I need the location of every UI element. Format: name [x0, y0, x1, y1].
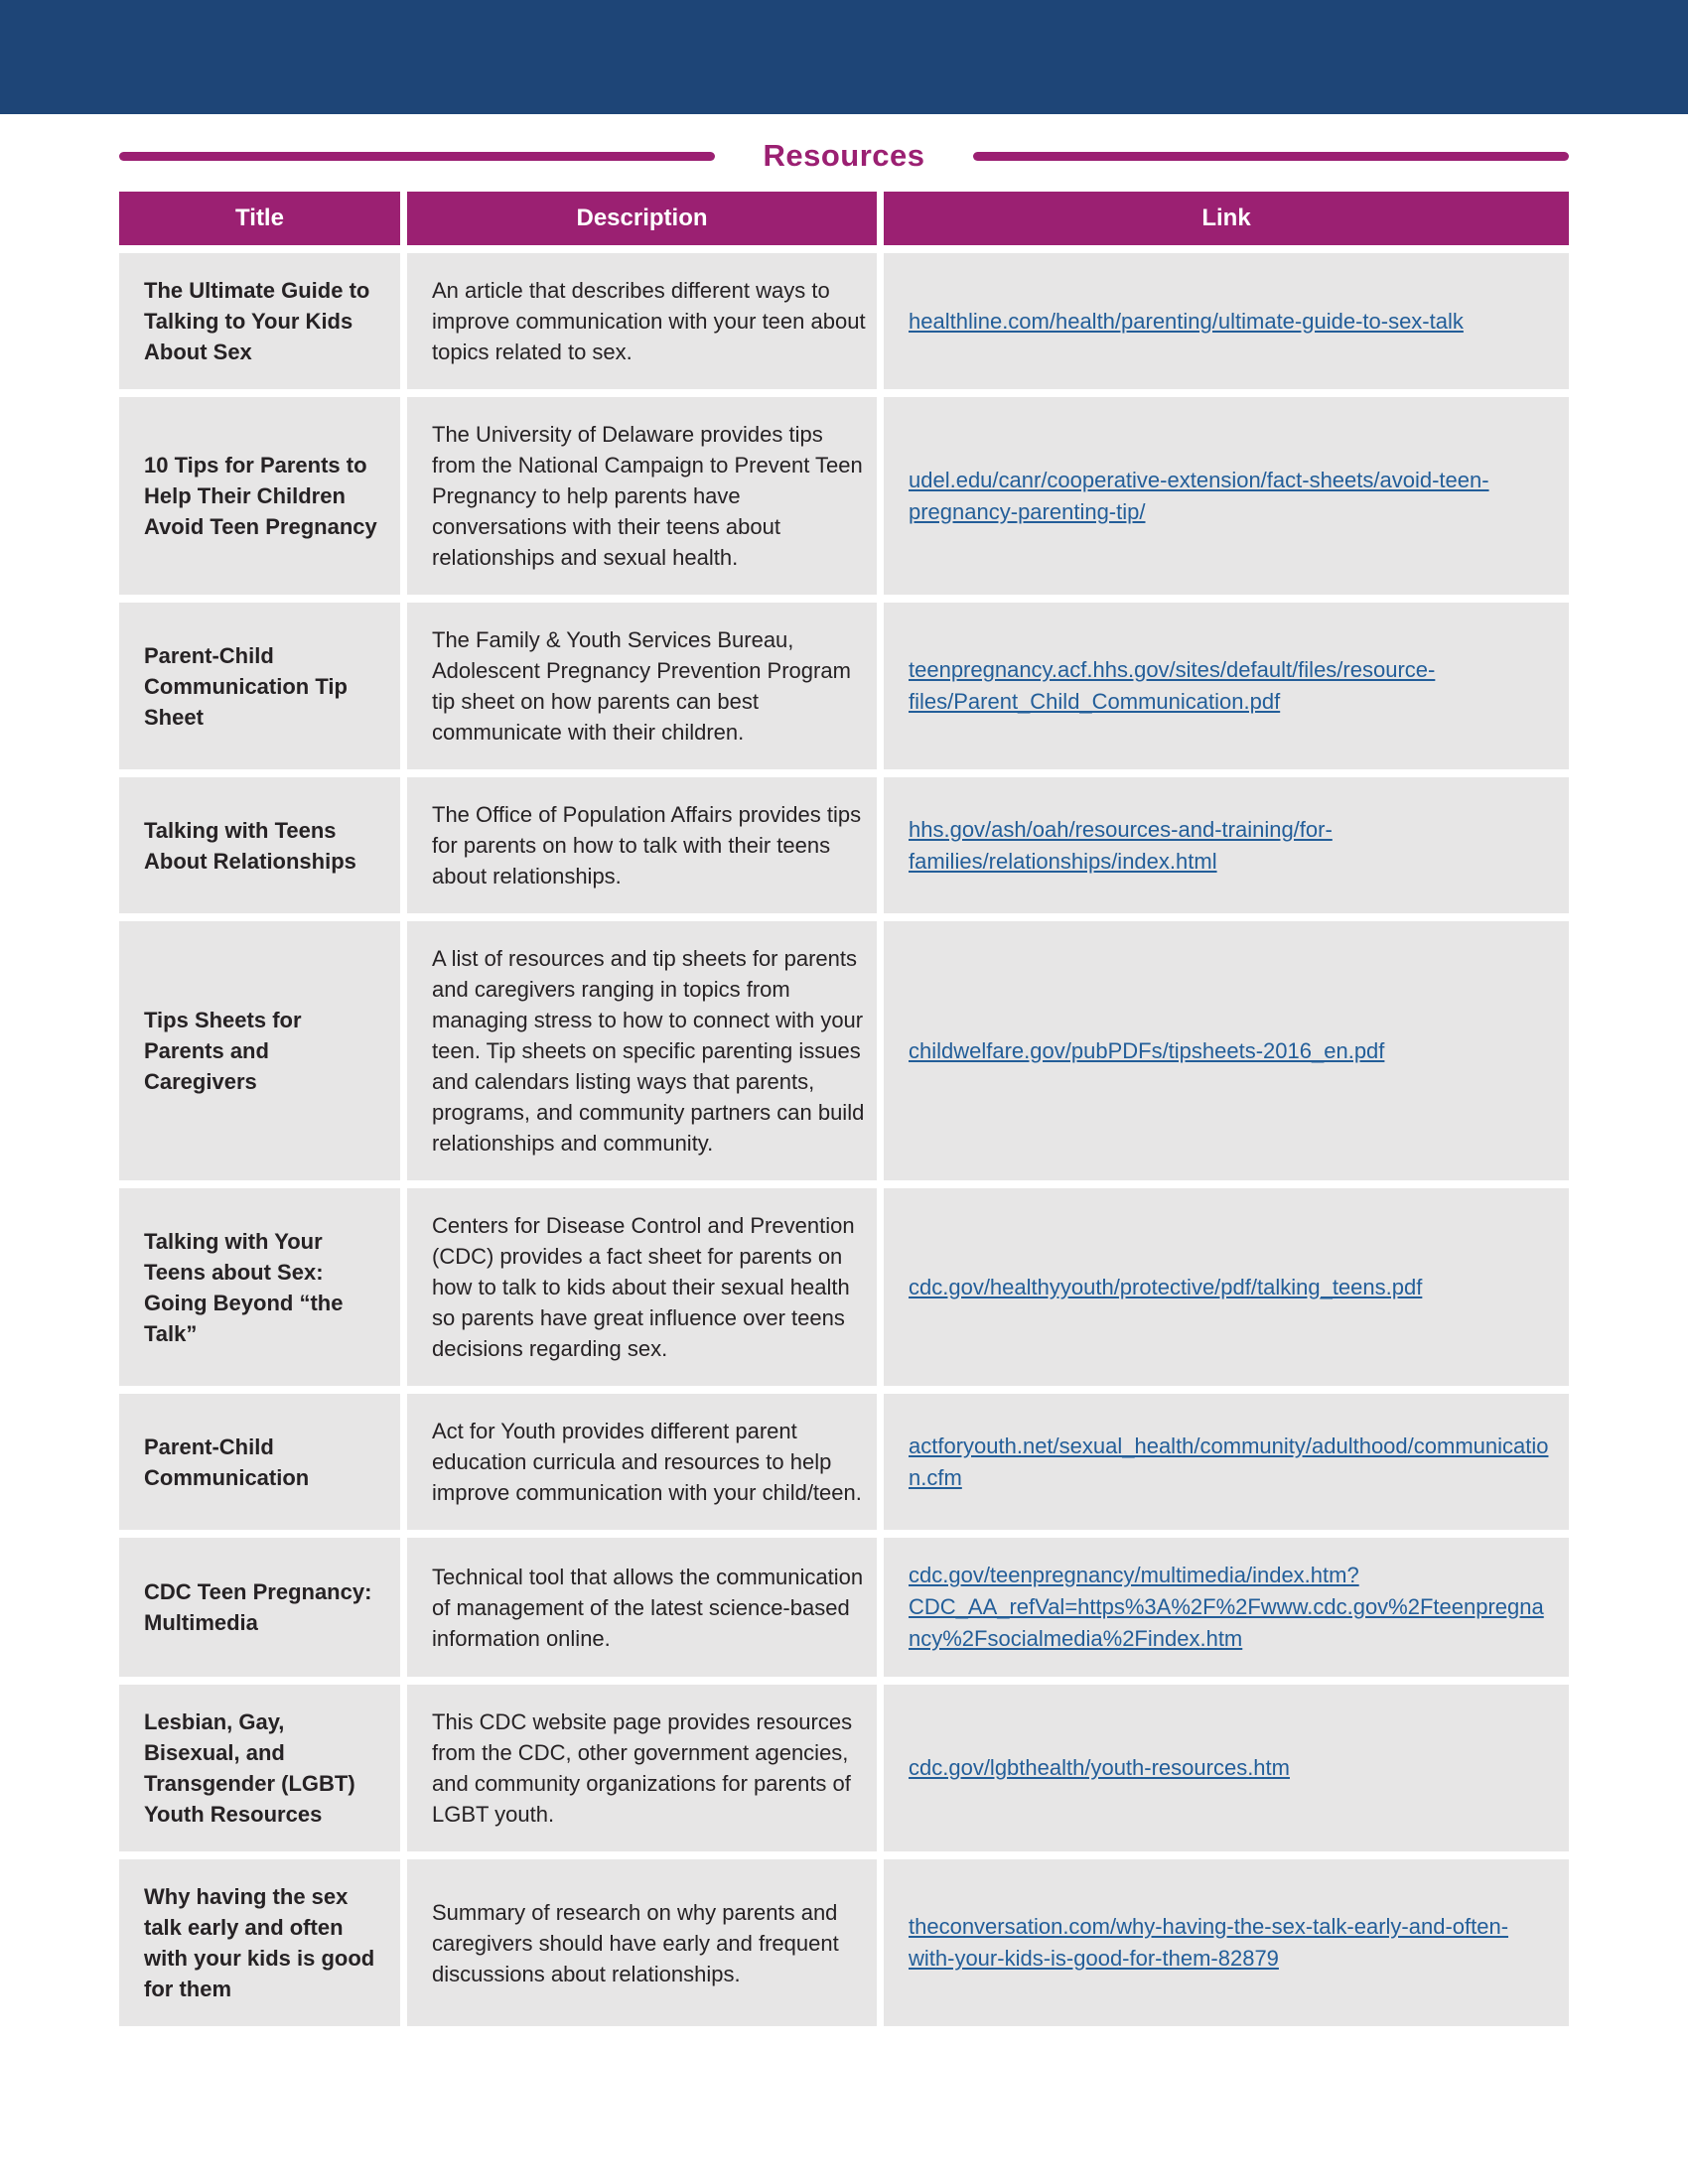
resource-link-cell: [884, 1538, 1569, 1677]
resource-link-cell: [884, 921, 1569, 1180]
resource-description-text: Summary of research on why parents and caregivers should have early and frequent discussions about relationships.: [432, 1899, 839, 1986]
table-row: [119, 777, 1569, 913]
resource-description-text: Centers for Disease Control and Prevention (CDC) provides a fact sheet for parents on how to talk to kids about their sexual health so parents have great influence over teens decisions regarding sex.: [432, 1213, 855, 1361]
table-row: [119, 921, 1569, 1180]
resource-title: [119, 603, 400, 769]
resource-description-text: Technical tool that allows the communication of management of the latest science-based information online.: [432, 1564, 864, 1651]
page-title: Resources: [763, 138, 925, 173]
resource-link-cell: [884, 397, 1569, 595]
resource-title: [119, 253, 400, 389]
resource-title-text: Parent-Child Communication: [144, 1433, 310, 1490]
table-row: [119, 397, 1569, 595]
resource-link[interactable]: cdc.gov/lgbthealth/youth-resources.htm: [909, 1755, 1290, 1780]
resource-link-cell: [884, 1394, 1569, 1530]
resource-description: [407, 1188, 877, 1386]
resource-title: [119, 1685, 400, 1851]
table-row: [119, 253, 1569, 389]
resource-title-text: 10 Tips for Parents to Help Their Children Avoid Teen Pregnancy: [144, 453, 377, 539]
resource-description-text: An article that describes different ways to improve communication with your teen about topics related to sex.: [432, 278, 866, 364]
table-row: [119, 1188, 1569, 1386]
resource-description: [407, 397, 877, 595]
resource-link-cell: [884, 1685, 1569, 1851]
resource-link[interactable]: actforyouth.net/sexual_health/community/adulthood/communication.cfm: [909, 1433, 1549, 1490]
resources-table: [119, 192, 1569, 2026]
resource-description-text: The Office of Population Affairs provides tips for parents on how to talk with their teens about relationships.: [432, 802, 862, 888]
resource-description: [407, 1394, 877, 1530]
resource-description: [407, 603, 877, 769]
resource-title-text: Why having the sex talk early and often with your kids is good for them: [144, 1884, 375, 2001]
resource-description: [407, 1859, 877, 2026]
heading-rule-right: [973, 152, 1569, 161]
resource-description-text: A list of resources and tip sheets for parents and caregivers ranging in topics from managing stress to how to connect with your teen. Tip sheets on specific parenting issues and calendars listing ways that parents, programs, and community partners can build relationships and community.: [432, 946, 865, 1156]
resource-link[interactable]: cdc.gov/teenpregnancy/multimedia/index.htm?CDC_AA_refVal=https%3A%2F%2Fwww.cdc.gov%2Fteenpregnancy%2Fsocialmedia%2Findex.htm: [909, 1563, 1544, 1651]
resource-link-cell: [884, 1188, 1569, 1386]
table-header-row: [119, 192, 1569, 245]
resource-title: [119, 397, 400, 595]
resource-description-text: The Family & Youth Services Bureau, Adolescent Pregnancy Prevention Program tip sheet on how parents can best communicate with their children.: [432, 627, 851, 745]
resources-heading: [119, 134, 1569, 178]
resource-link[interactable]: childwelfare.gov/pubPDFs/tipsheets-2016_en.pdf: [909, 1037, 1385, 1063]
resource-title: [119, 1538, 400, 1677]
resource-link-cell: [884, 253, 1569, 389]
table-row: [119, 1538, 1569, 1677]
column-header-description: Description: [407, 192, 877, 245]
resource-title-text: Talking with Teens About Relationships: [144, 817, 356, 874]
resource-description: [407, 1538, 877, 1677]
resource-description-text: The University of Delaware provides tips from the National Campaign to Prevent Teen Pregnancy to help parents have conversations with their teens about relationships and sexual health.: [432, 422, 863, 570]
table-row: [119, 1859, 1569, 2026]
resource-link[interactable]: udel.edu/canr/cooperative-extension/fact-sheets/avoid-teen-pregnancy-parenting-tip/: [909, 467, 1489, 524]
resource-description: [407, 921, 877, 1180]
resource-title: [119, 1188, 400, 1386]
column-header-title: Title: [119, 192, 400, 245]
resource-title: [119, 1859, 400, 2026]
resource-link[interactable]: healthline.com/health/parenting/ultimate-guide-to-sex-talk: [909, 308, 1464, 334]
resource-description: [407, 777, 877, 913]
resource-link-cell: [884, 1859, 1569, 2026]
resource-title-text: CDC Teen Pregnancy: Multimedia: [144, 1579, 372, 1635]
resource-description: [407, 253, 877, 389]
resource-title-text: Tips Sheets for Parents and Caregivers: [144, 1008, 302, 1094]
resource-title: [119, 921, 400, 1180]
heading-rule-left: [119, 152, 715, 161]
table-body: [119, 253, 1569, 2026]
resource-description-text: Act for Youth provides different parent education curricula and resources to help improve communication with your child/teen.: [432, 1419, 862, 1505]
table-row: [119, 1394, 1569, 1530]
column-header-link: Link: [884, 192, 1569, 245]
resource-title: [119, 777, 400, 913]
top-banner: [0, 0, 1688, 114]
resource-link[interactable]: hhs.gov/ash/oah/resources-and-training/for-families/relationships/index.html: [909, 816, 1333, 874]
resource-link[interactable]: cdc.gov/healthyyouth/protective/pdf/talking_teens.pdf: [909, 1274, 1423, 1299]
resource-title-text: Talking with Your Teens about Sex: Going Beyond “the Talk”: [144, 1228, 344, 1346]
table-row: [119, 603, 1569, 769]
resource-link-cell: [884, 777, 1569, 913]
resource-description-text: This CDC website page provides resources from the CDC, other government agencies, and community organizations for parents of LGBT youth.: [432, 1709, 853, 1827]
resource-link[interactable]: theconversation.com/why-having-the-sex-talk-early-and-often-with-your-kids-is-good-for-them-82879: [909, 1914, 1509, 1971]
resource-description: [407, 1685, 877, 1851]
resource-link[interactable]: teenpregnancy.acf.hhs.gov/sites/default/files/resource-files/Parent_Child_Communication.pdf: [909, 657, 1436, 714]
resource-title: [119, 1394, 400, 1530]
table-row: [119, 1685, 1569, 1851]
resource-title-text: Parent-Child Communication Tip Sheet: [144, 642, 348, 730]
resource-title-text: Lesbian, Gay, Bisexual, and Transgender (LGBT) Youth Resources: [144, 1709, 355, 1827]
resource-title-text: The Ultimate Guide to Talking to Your Kids About Sex: [144, 278, 370, 364]
resource-link-cell: [884, 603, 1569, 769]
